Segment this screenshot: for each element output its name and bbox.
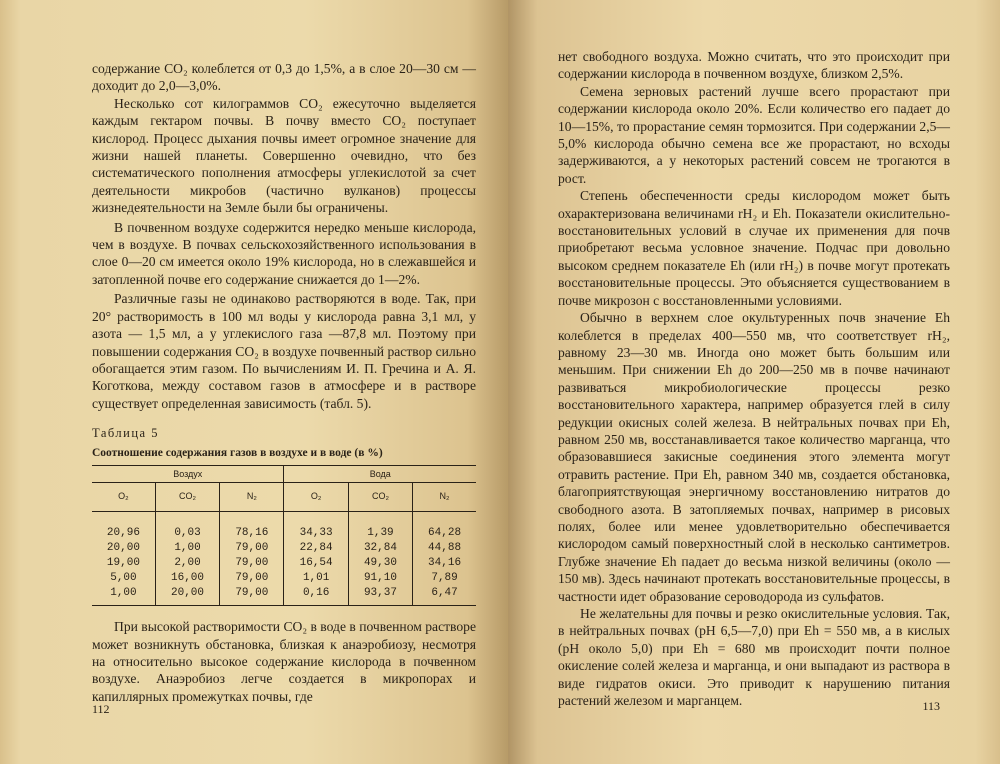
table-row	[92, 571, 476, 586]
table-cell: 34,33	[284, 512, 348, 542]
paragraph: Не желательны для почвы и резко окислительные условия. Так, в нейтральных почвах (pH 6,5—7,0) при Eh = 550 мв, а в кислых (pH около 5,0) при Eh = 680 мв происходит почти полное окисление солей железа и марганца, и они выпадают из раствора в виде гидратов окиси. Это приводит к нарушению питания растений железом и марганцем.	[558, 606, 950, 709]
table-cell: 91,10	[348, 571, 412, 586]
page-number-left: 112	[92, 702, 110, 716]
table-cell: 64,28	[413, 512, 476, 542]
table-cell: 7,89	[413, 571, 476, 586]
table-row	[92, 512, 476, 542]
paragraph: Обычно в верхнем слое окультуренных почв значение Eh колеблется в пределах 400—550 мв, что соответствует rH₂, равному 23—30 мв. Иногда оно может быть большим или меньшим. При снижении Eh до 200—250 мв в почве начинают развиваться микробиологические процессы резко восстановительного характера, например образуется глей в силу редукции окисных солей железа. В нейтральных почвах при Eh, равном 250 мв, восстанавливается такое количество марганца, что образовавшиеся закисные соединения этого элемента могут отравить растение. При Eh, равном 340 мв, создается обстановка, благоприятствующая энергичному восстановлению нитратов до свободного азота. В затопляемых почвах, например в рисовых полях, более или менее удовлетворительно обеспечивается кислородом самый поверхностный слой в несколько сантиметров. Глубже значение Eh падает до весьма низкой величины (около —150 мв). Здесь начинают протекать восстановительные процессы, в частности идет образование сероводорода из сульфатов.	[558, 310, 950, 604]
table-row	[92, 586, 476, 606]
table-label: Таблица 5	[92, 426, 159, 441]
table-caption: Соотношение содержания газов в воздухе и в воде (в %)	[92, 447, 383, 460]
paragraph: Несколько сот килограммов CO₂ ежесуточно выделяется каждым гектаром почвы. В почву вместо CO₂ поступает кислород. Процесс дыхания почвы имеет огромное значение для жизни нашей планеты. Совершенно очевидно, что без систематического пополнения атмосферы углекислотой за счет деятельности микробов (частично вулканов) процессы жизнедеятельности на Земле были бы ограничены.	[92, 95, 476, 216]
paragraph: В почвенном воздухе содержится нередко меньше кислорода, чем в воздухе. В почвах сельскохозяйственного использования в слое 0—20 см имеется около 19% кислорода, но в слежавшейся и затопленной почве его содержание снижается до 1—2%.	[92, 219, 476, 287]
table-cell: 1,00	[155, 541, 219, 556]
column-header: N₂	[413, 483, 476, 512]
table-cell: 34,16	[413, 556, 476, 571]
paragraph: Степень обеспеченности среды кислородом может быть охарактеризована величинами rH₂ и Eh. Показатели окислительно-восстановительных условий в случае их применения для почв приобретают весьма условное значение. Подчас при довольно высоком среднем показателе Eh (или rH₂) в почве могут протекать восстановительные процессы. Это объясняется существованием в почве микрозон с восстановленными условиями.	[558, 188, 950, 308]
paragraph: нет свободного воздуха. Можно считать, что это происходит при содержании кислорода в почвенном воздухе, близком 2,5%.	[558, 49, 950, 82]
table-cell: 79,00	[220, 571, 284, 586]
table-cell: 0,16	[284, 586, 348, 606]
table-cell: 20,00	[155, 586, 219, 606]
paragraph: Семена зерновых растений лучше всего прорастают при содержании кислорода около 20%. Если количество его падает до 10—15%, то прорастание семян тормозится. При содержании 2,5—5,0% кислорода обычно семена все же прорастают, но всходы задерживаются, а у некоторых растений совсем не трогаются в рост.	[558, 83, 950, 186]
group-header-water: Вода	[284, 466, 476, 483]
paragraph: содержание CO₂ колеблется от 0,3 до 1,5%, а в слое 20—30 см — доходит до 2,0—3,0%.	[92, 61, 476, 94]
table-cell: 1,39	[348, 512, 412, 542]
table-cell: 20,96	[106, 527, 140, 540]
paragraph: При высокой растворимости CO₂ в воде в почвенном растворе может возникнуть обстановка, близкая к анаэробиозу, несмотря на относительно высокое содержание кислорода в почвенном воздухе. Анаэробиоз легче создается в микропорах и капиллярных промежутках почвы, где	[92, 619, 476, 704]
table-cell: 16,00	[155, 571, 219, 586]
table-cell: 6,47	[413, 586, 476, 606]
table-cell: 49,30	[348, 556, 412, 571]
table-cell: 93,37	[348, 586, 412, 606]
table-cell: 1,00	[92, 586, 155, 606]
table-cell: 16,54	[284, 556, 348, 571]
table-cell: 32,84	[348, 541, 412, 556]
gas-ratio-table	[92, 465, 476, 606]
page-number-right: 113	[922, 699, 940, 713]
group-header-air: Воздух	[92, 466, 284, 483]
table-row	[92, 556, 476, 571]
right-text-column	[558, 48, 950, 709]
table-cell: 1,01	[284, 571, 348, 586]
table-cell: 19,00	[106, 557, 140, 570]
paragraph: Различные газы не одинаково растворяются в воде. Так, при 20° растворимость в 100 мл воды у кислорода равна 3,1 мл, у азота — 1,5 мл, а у углекислого газа —87,8 мл. Поэтому при повышении содержания CO₂ в воздухе почвенный раствор сильно обогащается этим газом. По вычислениям И. П. Гречина и А. Я. Коготкова, между составом газов в атмосфере и в растворе существует определенная зависимость (табл. 5).	[92, 291, 476, 411]
table-cell: 79,00	[220, 556, 284, 571]
table-cell: 0,03	[155, 512, 219, 542]
column-header: O₂	[284, 483, 348, 512]
table-row	[92, 541, 476, 556]
table-cell: 78,16	[220, 512, 284, 542]
column-header: O₂	[92, 483, 155, 512]
left-text-column	[92, 60, 476, 705]
column-header: CO₂	[348, 483, 412, 512]
table-cell: 5,00	[110, 572, 137, 585]
table-cell: 79,00	[220, 541, 284, 556]
right-page	[508, 0, 1000, 764]
table-cell: 2,00	[155, 556, 219, 571]
column-header: CO₂	[155, 483, 219, 512]
table-cell: 22,84	[284, 541, 348, 556]
table-cell: 79,00	[220, 586, 284, 606]
table-cell: 44,88	[413, 541, 476, 556]
table-cell: 20,00	[106, 542, 140, 555]
column-header: N₂	[220, 483, 284, 512]
